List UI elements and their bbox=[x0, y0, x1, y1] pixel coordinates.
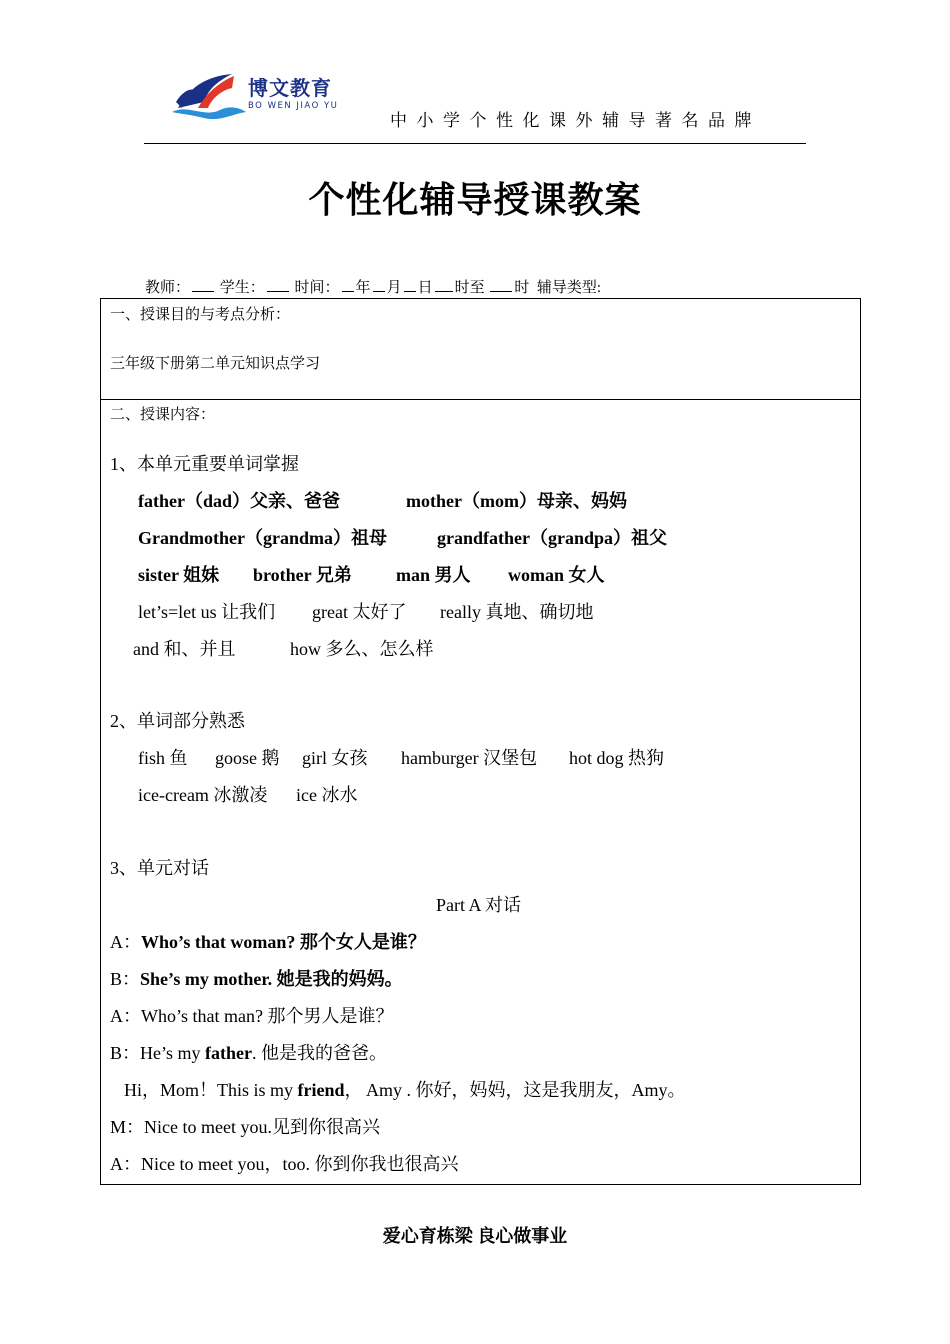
end-time-blank[interactable] bbox=[490, 278, 512, 292]
type-label: 辅导类型: bbox=[536, 280, 602, 296]
student-blank[interactable] bbox=[267, 278, 289, 292]
table-row-divider bbox=[100, 399, 861, 400]
dialogue-line-1 bbox=[110, 928, 426, 954]
start-time-blank[interactable] bbox=[435, 278, 453, 292]
footer-motto: 爱心育栋梁 良心做事业 bbox=[382, 1226, 568, 1246]
dialogue-subtitle: Part A 对话 bbox=[436, 895, 522, 915]
word-hamburger: hamburger 汉堡包 bbox=[401, 748, 538, 768]
student-label: 学生： bbox=[219, 280, 265, 296]
dialogue-line-1-text: Who’s that woman? 那个女人是谁？ bbox=[141, 932, 426, 952]
speaker-b: B： bbox=[110, 969, 141, 989]
word-goose: goose 鹅 bbox=[215, 748, 280, 768]
lesson-meta-line bbox=[145, 276, 601, 297]
dialogue-line-5-post: ， Amy . 你好，妈妈，这是我朋友，Amy。 bbox=[344, 1080, 686, 1100]
dialogue-line-5-bold: friend bbox=[297, 1080, 345, 1100]
dialogue-line-2 bbox=[110, 965, 403, 991]
vocab-how: how 多么、怎么样 bbox=[290, 639, 434, 659]
dialogue-line-4-bold: father bbox=[205, 1043, 252, 1063]
vocab-brother: brother 兄弟 bbox=[253, 565, 352, 585]
dialogue-line-6: M：Nice to meet you.见到你很高兴 bbox=[110, 1117, 380, 1137]
vocab-really: really 真地、确切地 bbox=[440, 602, 594, 622]
word-ice: ice 冰水 bbox=[296, 785, 358, 805]
vocab-grandfather: grandfather（grandpa）祖父 bbox=[437, 528, 668, 548]
day-label: 日 bbox=[417, 280, 433, 296]
vocab-great: great 太好了 bbox=[312, 602, 407, 622]
time-from-label: 时至 bbox=[454, 280, 485, 296]
dialogue-line-5-pre: Hi，Mom！This is my bbox=[124, 1080, 298, 1100]
part1-heading: 1、本单元重要单词掌握 bbox=[110, 454, 299, 474]
vocab-sister: sister 姐妹 bbox=[138, 565, 220, 585]
section1-content: 三年级下册第二单元知识点学习 bbox=[110, 356, 321, 372]
dialogue-line-2-text: She’s my mother. 她是我的妈妈。 bbox=[140, 969, 403, 989]
teacher-label: 教师： bbox=[145, 280, 191, 296]
time-to-label: 时 bbox=[514, 280, 530, 296]
word-girl: girl 女孩 bbox=[302, 748, 368, 768]
section1-heading: 一、授课目的与考点分析： bbox=[110, 307, 291, 323]
dialogue-line-7: A：Nice to meet you，too. 你到你我也很高兴 bbox=[110, 1154, 459, 1174]
vocab-man: man 男人 bbox=[396, 565, 471, 585]
dialogue-line-4 bbox=[110, 1039, 387, 1065]
section2-heading: 二、授课内容： bbox=[110, 407, 216, 423]
part3-heading: 3、单元对话 bbox=[110, 858, 209, 878]
speaker-a: A： bbox=[110, 932, 141, 952]
month-blank[interactable] bbox=[373, 278, 385, 292]
logo-english-text: BO WEN JIAO YU bbox=[248, 101, 339, 111]
logo-chinese-text: 博文教育 bbox=[248, 76, 332, 100]
part2-heading: 2、单词部分熟悉 bbox=[110, 711, 245, 731]
month-label: 月 bbox=[386, 280, 402, 296]
word-icecream: ice-cream 冰激凌 bbox=[138, 785, 268, 805]
dialogue-line-3: A：Who’s that man? 那个男人是谁？ bbox=[110, 1006, 394, 1026]
day-blank[interactable] bbox=[404, 278, 416, 292]
dialogue-line-4-post: . 他是我的爸爸。 bbox=[252, 1043, 387, 1063]
vocab-father: father（dad）父亲、爸爸 bbox=[138, 491, 340, 511]
vocab-woman: woman 女人 bbox=[508, 565, 605, 585]
vocab-grandmother: Grandmother（grandma）祖母 bbox=[138, 528, 387, 548]
vocab-mother: mother（mom）母亲、妈妈 bbox=[406, 491, 627, 511]
dialogue-line-4-pre: B：He’s my bbox=[110, 1043, 206, 1063]
vocab-lets: let’s=let us 让我们 bbox=[138, 602, 276, 622]
teacher-blank[interactable] bbox=[192, 278, 214, 292]
word-fish: fish 鱼 bbox=[138, 748, 188, 768]
vocab-and: and 和、并且 bbox=[133, 639, 236, 659]
year-label: 年 bbox=[355, 280, 371, 296]
word-hotdog: hot dog 热狗 bbox=[569, 748, 665, 768]
header-slogan: 中小学个性化课外辅导著名品牌 bbox=[390, 111, 761, 130]
document-title: 个性化辅导授课教案 bbox=[308, 179, 642, 221]
time-label: 时间： bbox=[294, 280, 340, 296]
year-blank[interactable] bbox=[342, 278, 354, 292]
dialogue-line-5 bbox=[124, 1076, 686, 1102]
header-divider bbox=[144, 143, 806, 144]
